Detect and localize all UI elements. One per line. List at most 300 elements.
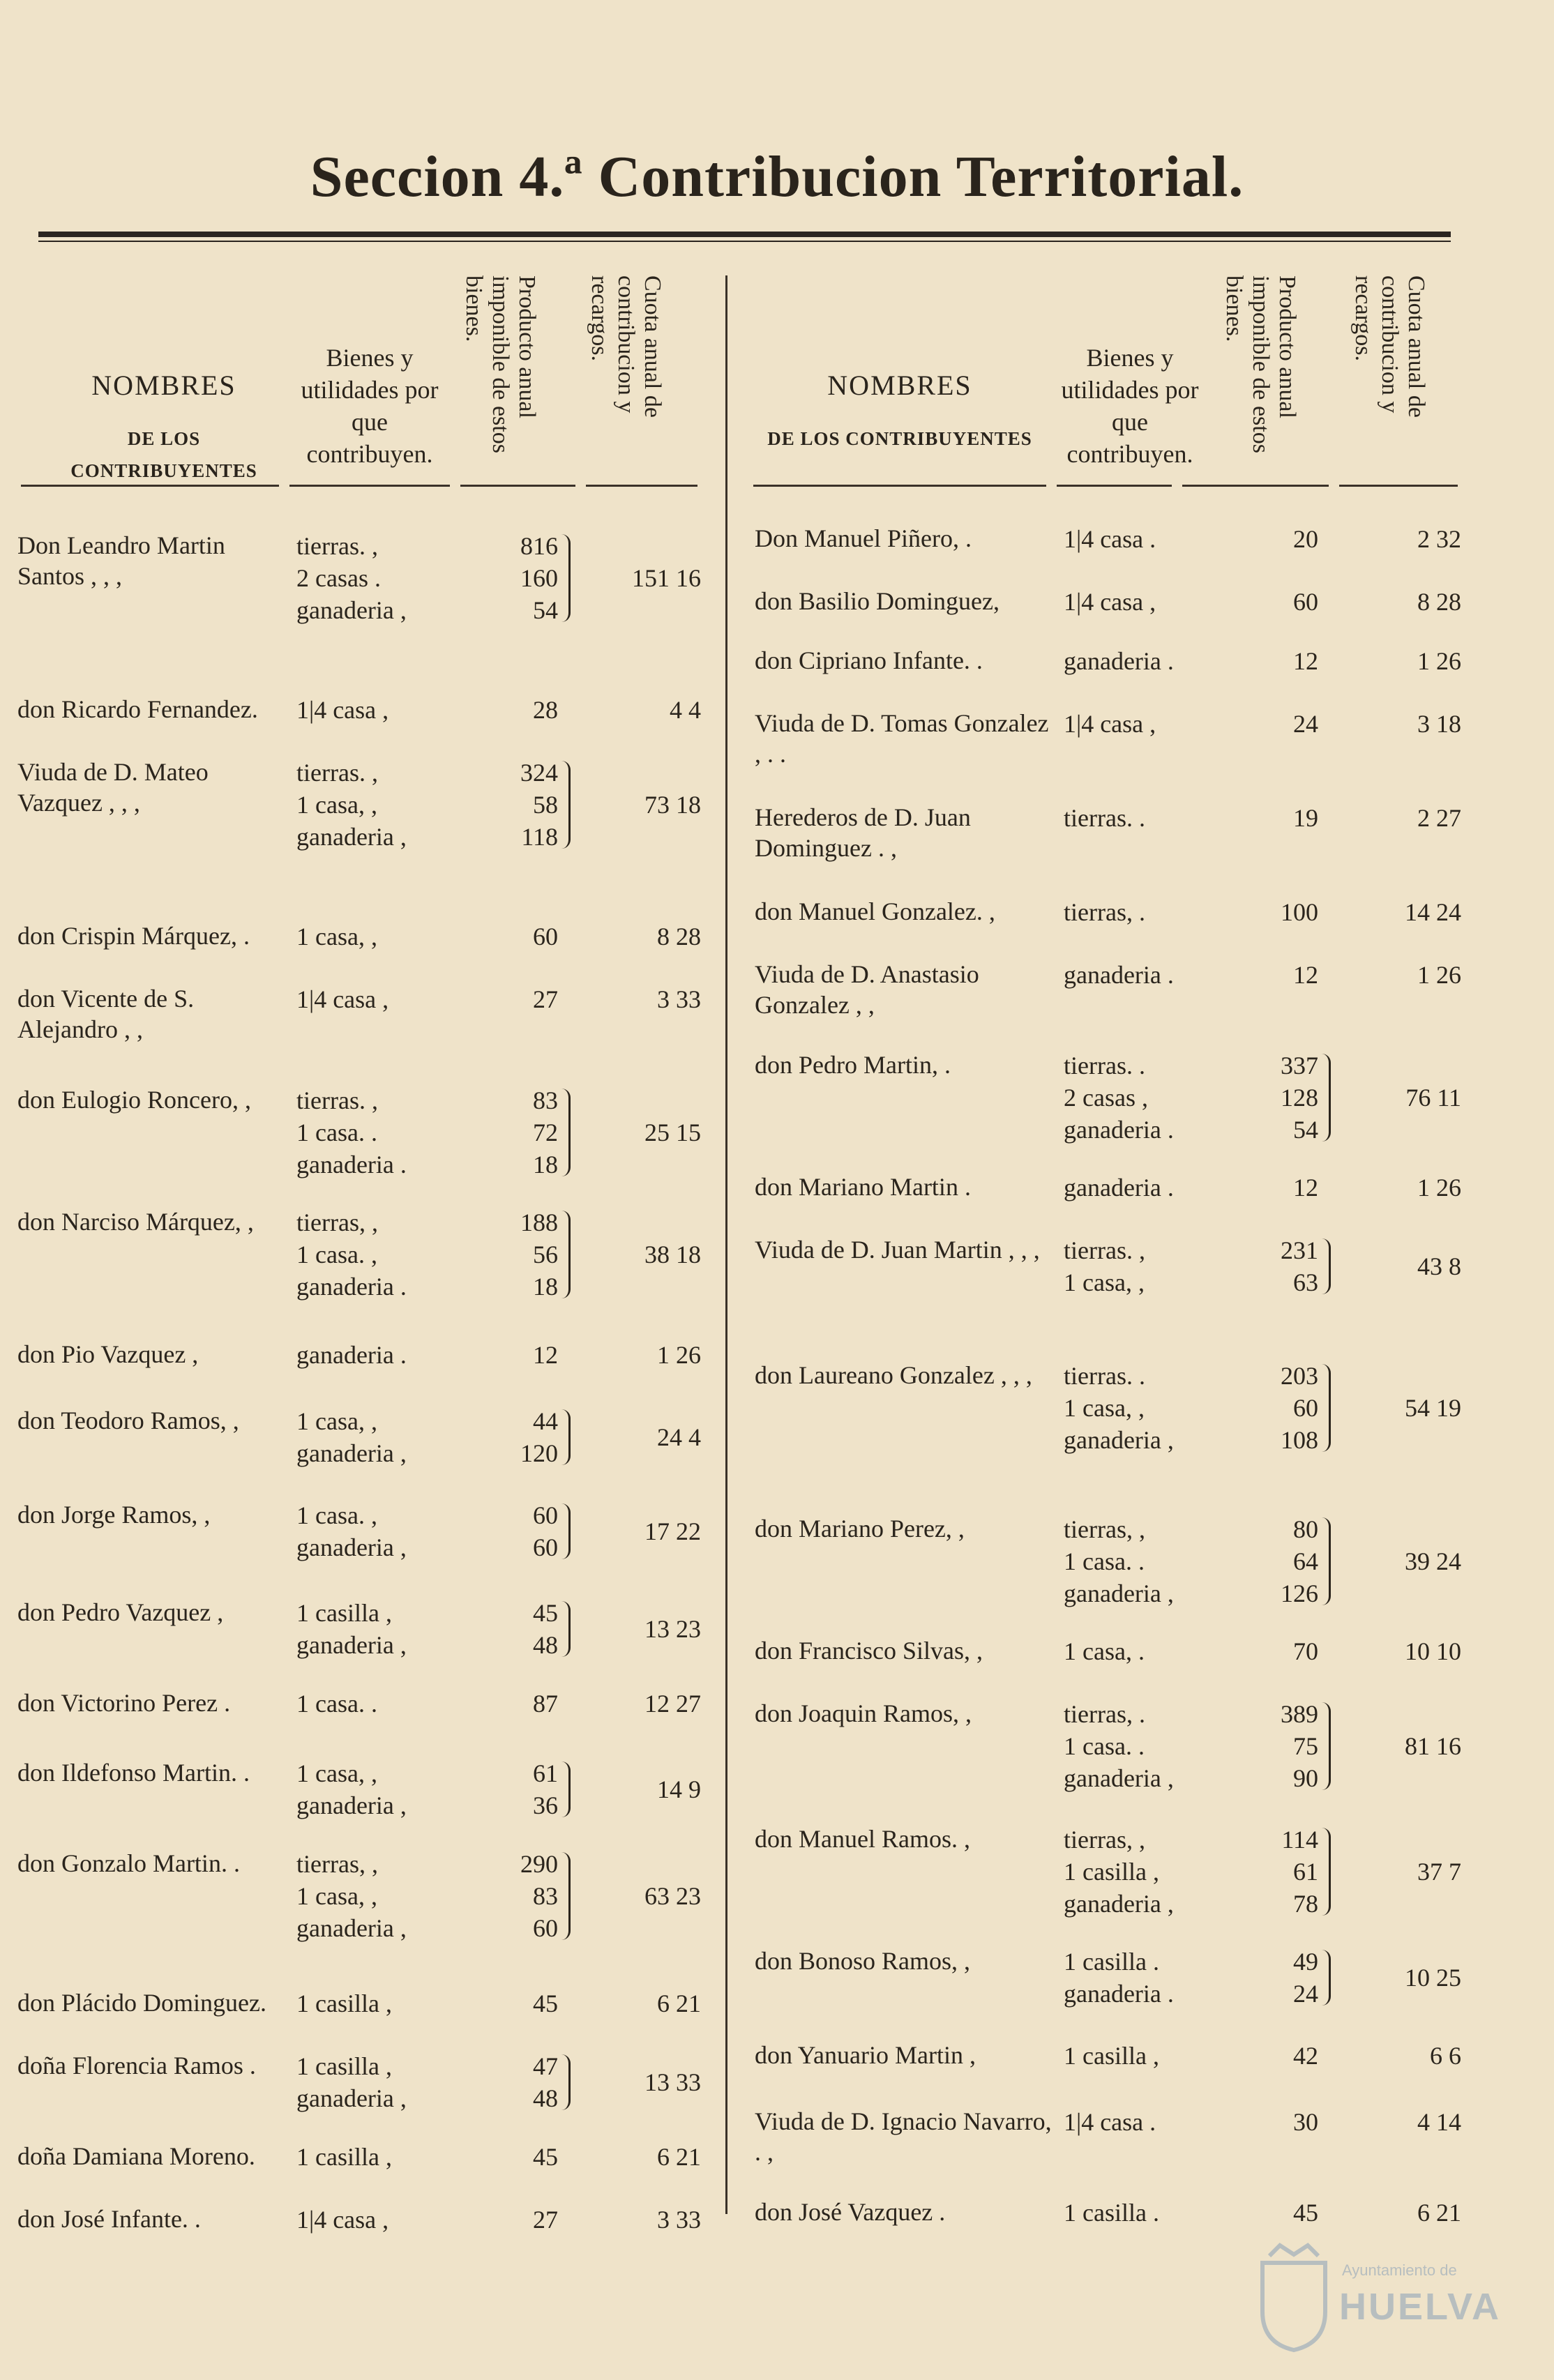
contributor-name: don Ricardo Fernandez. — [17, 695, 258, 723]
property-list — [1064, 1824, 1174, 1920]
property-item: ganaderia , — [1064, 1890, 1174, 1918]
product-value: 18 — [533, 1151, 558, 1178]
product-value: 54 — [533, 596, 558, 624]
property-list — [1064, 2040, 1159, 2072]
product-value: 83 — [533, 1086, 558, 1114]
property-list — [1064, 1360, 1174, 1456]
property-list — [1064, 1513, 1174, 1609]
header-contribuyentes-label: DE LOS CONTRIBUYENTES — [70, 428, 257, 481]
contributor-name: don Plácido Dominguez. — [17, 1989, 266, 2017]
header-underline — [1182, 485, 1329, 487]
property-list — [1064, 586, 1156, 618]
property-item: tierras. . — [1064, 1362, 1145, 1390]
property-item: tierras, . — [1064, 1700, 1145, 1728]
property-item: tierras. , — [1064, 1236, 1145, 1264]
cuota-value: 43 8 — [1417, 1252, 1461, 1280]
cuota-value: 4 14 — [1417, 2108, 1461, 2136]
grouping-brace — [561, 1601, 571, 1657]
product-values — [1242, 1172, 1318, 1204]
product-value: 42 — [1293, 2042, 1318, 2070]
grouping-brace — [1322, 1054, 1331, 1142]
contributor-name: don Pio Vazquez , — [17, 1340, 199, 1368]
product-value: 27 — [533, 985, 558, 1013]
product-values — [1242, 523, 1318, 555]
header-cuota-left: Cuota anual de contribucion y recargos. — [587, 275, 665, 418]
contributor-name: don Narciso Márquez, , — [17, 1208, 254, 1236]
cuota-value: 8 28 — [657, 923, 701, 950]
property-item: ganaderia , — [1064, 1426, 1174, 1454]
cuota-value: 6 6 — [1430, 2042, 1461, 2070]
page-title: Seccion 4.ª Contribucion Territorial. — [310, 144, 1244, 209]
grouping-brace — [1322, 1364, 1331, 1452]
product-values — [481, 1848, 558, 1944]
product-values — [1242, 2197, 1318, 2229]
property-item: 1 casilla , — [296, 2143, 392, 2171]
property-item: ganaderia . — [1064, 961, 1174, 989]
property-item: ganaderia , — [296, 1791, 407, 1819]
product-value: 290 — [520, 1850, 558, 1878]
product-values — [481, 1597, 558, 1661]
product-value: 20 — [1293, 525, 1318, 553]
header-underline — [460, 485, 575, 487]
header-underline — [1339, 485, 1458, 487]
header-nombres-right — [753, 370, 1046, 455]
property-list — [296, 2141, 392, 2173]
product-value: 12 — [1293, 961, 1318, 989]
contributor-name: don Bonoso Ramos, , — [755, 1947, 971, 1975]
product-value: 48 — [533, 1631, 558, 1659]
property-item: tierras, , — [296, 1850, 378, 1878]
cuota-value: 6 21 — [657, 1989, 701, 2017]
property-list — [296, 1688, 377, 1720]
product-value: 28 — [533, 696, 558, 724]
header-bienes-left: Bienes y utilidades por que contribuyen. — [301, 344, 439, 468]
product-value: 60 — [533, 923, 558, 950]
cuota-value: 8 28 — [1417, 588, 1461, 616]
product-values — [481, 530, 558, 626]
product-value: 120 — [520, 1439, 558, 1467]
product-values — [481, 1499, 558, 1563]
property-list — [1064, 896, 1145, 928]
property-item: ganaderia , — [296, 1631, 407, 1659]
product-value: 19 — [1293, 804, 1318, 832]
product-value: 72 — [533, 1119, 558, 1146]
product-value: 118 — [521, 823, 558, 851]
product-value: 126 — [1281, 1579, 1318, 1607]
property-item: ganaderia , — [1064, 1764, 1174, 1792]
product-values — [1242, 802, 1318, 834]
product-value: 61 — [533, 1759, 558, 1787]
cuota-value: 24 4 — [657, 1423, 701, 1451]
product-values — [1242, 1824, 1318, 1920]
contributor-name: don José Infante. . — [17, 2205, 201, 2233]
product-values — [481, 1757, 558, 1821]
product-values — [1242, 1698, 1318, 1794]
watermark-small-text: Ayuntamiento de — [1342, 2261, 1457, 2279]
product-value: 188 — [520, 1208, 558, 1236]
grouping-brace — [561, 2054, 571, 2110]
property-list — [1064, 1172, 1174, 1204]
header-underline — [753, 485, 1046, 487]
property-list — [1064, 2197, 1159, 2229]
product-value: 100 — [1281, 898, 1318, 926]
property-item: 1|4 casa . — [1064, 525, 1156, 553]
product-values — [1242, 1946, 1318, 2010]
product-value: 60 — [1293, 1394, 1318, 1422]
product-values — [1242, 586, 1318, 618]
product-values — [481, 757, 558, 853]
property-item: tierras. , — [296, 532, 378, 560]
property-item: tierras. , — [296, 759, 378, 787]
property-item: 1|4 casa . — [1064, 2108, 1156, 2136]
product-value: 36 — [533, 1791, 558, 1819]
property-list — [1064, 959, 1174, 991]
product-value: 27 — [533, 2206, 558, 2234]
property-item: ganaderia , — [296, 1914, 407, 1942]
property-item: 1 casa, , — [1064, 1394, 1145, 1422]
grouping-brace — [1322, 1828, 1331, 1916]
product-value: 24 — [1293, 710, 1318, 738]
property-list — [1064, 1698, 1174, 1794]
contributor-name: don Pedro Martin, . — [755, 1051, 951, 1079]
cuota-value: 81 16 — [1405, 1732, 1461, 1760]
grouping-brace — [561, 761, 571, 849]
product-values — [481, 983, 558, 1015]
product-values — [1242, 645, 1318, 677]
contributor-name: Herederos de D. Juan Dominguez . , — [755, 803, 971, 862]
property-list — [296, 2204, 388, 2236]
header-nombres-label: NOMBRES — [91, 370, 236, 401]
product-value: 12 — [533, 1341, 558, 1369]
property-list — [296, 1987, 392, 2019]
property-list — [296, 920, 377, 953]
contributor-name: Viuda de D. Ignacio Navarro, . , — [755, 2107, 1052, 2166]
product-value: 12 — [1293, 647, 1318, 675]
product-value: 80 — [1293, 1515, 1318, 1543]
property-item: 1|4 casa , — [296, 696, 389, 724]
header-nombres-left — [49, 370, 279, 487]
property-list — [296, 1206, 407, 1303]
contributor-name: Don Manuel Piñero, . — [755, 524, 972, 552]
huelva-watermark — [1255, 2242, 1521, 2360]
product-values — [1242, 708, 1318, 740]
cuota-value: 151 16 — [632, 564, 701, 592]
cuota-value: 13 33 — [644, 2068, 701, 2096]
property-item: 1 casa, , — [296, 791, 377, 819]
cuota-value: 1 26 — [657, 1341, 701, 1369]
contributor-name: don Eulogio Roncero, , — [17, 1086, 251, 1114]
product-value: 83 — [533, 1882, 558, 1910]
contributor-name: don Vicente de S. Alejandro , , — [17, 985, 195, 1043]
contributor-name: don Manuel Gonzalez. , — [755, 897, 995, 925]
property-list — [1064, 802, 1145, 834]
contributor-name: don Pedro Vazquez , — [17, 1598, 224, 1626]
property-list — [1064, 1234, 1145, 1298]
contributor-name: Viuda de D. Tomas Gonzalez , . . — [755, 709, 1049, 768]
product-value: 160 — [520, 564, 558, 592]
property-list — [296, 1339, 407, 1371]
product-value: 87 — [533, 1690, 558, 1718]
property-item: ganaderia , — [296, 596, 407, 624]
contributor-name: doña Damiana Moreno. — [17, 2142, 255, 2170]
grouping-brace — [1322, 1238, 1331, 1294]
property-list — [296, 983, 388, 1015]
contributor-name: Viuda de D. Anastasio Gonzalez , , — [755, 960, 979, 1019]
property-item: tierras, , — [1064, 1826, 1145, 1854]
product-value: 231 — [1281, 1236, 1318, 1264]
property-item: 1 casa, , — [296, 923, 377, 950]
product-values — [481, 1688, 558, 1720]
header-bienes-right: Bienes y utilidades por que contribuyen. — [1061, 344, 1199, 468]
product-value: 49 — [1293, 1948, 1318, 1976]
product-values — [481, 1405, 558, 1469]
cuota-value: 4 4 — [670, 696, 701, 724]
property-item: tierras. . — [1064, 804, 1145, 832]
product-value: 30 — [1293, 2108, 1318, 2136]
property-item: 1 casa, . — [1064, 1637, 1145, 1665]
contributor-name: don Crispin Márquez, . — [17, 922, 250, 950]
contributor-name: don Mariano Perez, , — [755, 1515, 965, 1543]
header-underline — [21, 485, 279, 487]
header-cuota-right: Cuota anual de contribucion y recargos. — [1350, 275, 1429, 418]
product-value: 12 — [1293, 1174, 1318, 1202]
cuota-value: 1 26 — [1417, 1174, 1461, 1202]
property-list — [1064, 645, 1174, 677]
cuota-value: 38 18 — [644, 1241, 701, 1268]
cuota-value: 37 7 — [1417, 1858, 1461, 1886]
cuota-value: 10 25 — [1405, 1964, 1461, 1992]
product-values — [481, 1206, 558, 1303]
grouping-brace — [1322, 1950, 1331, 2006]
cuota-value: 14 9 — [657, 1775, 701, 1803]
property-item: 2 casas . — [296, 564, 381, 592]
property-item: 1|4 casa , — [296, 985, 389, 1013]
property-item: 1 casa. , — [296, 1501, 377, 1529]
cuota-value: 2 27 — [1417, 804, 1461, 832]
product-value: 114 — [1281, 1826, 1318, 1854]
cuota-value: 1 26 — [1417, 647, 1461, 675]
product-value: 48 — [533, 2084, 558, 2112]
cuota-value: 10 10 — [1405, 1637, 1461, 1665]
product-value: 60 — [1293, 588, 1318, 616]
contributor-name: don Jorge Ramos, , — [17, 1501, 211, 1529]
property-list — [296, 757, 407, 853]
product-value: 324 — [520, 759, 558, 787]
property-item: ganaderia . — [296, 1341, 407, 1369]
contributor-name: don Victorino Perez . — [17, 1689, 231, 1717]
cuota-value: 73 18 — [644, 791, 701, 819]
grouping-brace — [561, 534, 571, 622]
product-value: 78 — [1293, 1890, 1318, 1918]
property-list — [1064, 523, 1156, 555]
property-list — [296, 2050, 407, 2114]
coat-of-arms-icon — [1255, 2242, 1332, 2354]
property-list — [296, 1597, 407, 1661]
product-value: 60 — [533, 1501, 558, 1529]
property-item: 1 casa, , — [296, 1407, 377, 1435]
cuota-value: 17 22 — [644, 1517, 701, 1545]
property-item: ganaderia , — [296, 1533, 407, 1561]
contributor-name: don Yanuario Martin , — [755, 2041, 976, 2069]
product-values — [481, 694, 558, 726]
product-values — [481, 2141, 558, 2173]
property-item: tierras, , — [1064, 1515, 1145, 1543]
cuota-value: 54 19 — [1405, 1394, 1461, 1422]
column-divider — [725, 275, 727, 2214]
product-values — [1242, 1234, 1318, 1298]
grouping-brace — [1322, 1517, 1331, 1605]
product-value: 60 — [533, 1914, 558, 1942]
contributor-name: don Teodoro Ramos, , — [17, 1407, 239, 1434]
product-value: 108 — [1281, 1426, 1318, 1454]
property-item: ganaderia , — [1064, 1579, 1174, 1607]
product-value: 18 — [533, 1273, 558, 1301]
property-item: tierras, , — [296, 1208, 378, 1236]
product-value: 56 — [533, 1241, 558, 1268]
property-item: 1 casilla , — [296, 1989, 392, 2017]
property-item: ganaderia . — [1064, 1116, 1174, 1144]
product-values — [1242, 896, 1318, 928]
grouping-brace — [1322, 1702, 1331, 1790]
property-list — [1064, 2106, 1156, 2138]
property-list — [296, 1084, 407, 1181]
product-value: 75 — [1293, 1732, 1318, 1760]
property-item: 1 casilla , — [1064, 1858, 1159, 1886]
watermark-big-text: HUELVA — [1339, 2286, 1501, 2328]
header-underline — [586, 485, 697, 487]
product-values — [481, 1084, 558, 1181]
cuota-value: 39 24 — [1405, 1547, 1461, 1575]
product-values — [481, 1987, 558, 2019]
cuota-value: 6 21 — [1417, 2199, 1461, 2227]
property-item: 1 casa, , — [296, 1759, 377, 1787]
product-values — [481, 2050, 558, 2114]
property-item: 1 casilla , — [296, 1599, 392, 1627]
product-value: 45 — [533, 1599, 558, 1627]
cuota-value: 2 32 — [1417, 525, 1461, 553]
property-item: ganaderia . — [296, 1151, 407, 1178]
property-item: 1 casa, , — [1064, 1268, 1145, 1296]
cuota-value: 6 21 — [657, 2143, 701, 2171]
grouping-brace — [561, 1852, 571, 1940]
property-item: 1 casa. . — [296, 1690, 377, 1718]
product-value: 203 — [1281, 1362, 1318, 1390]
product-value: 47 — [533, 2052, 558, 2080]
product-values — [1242, 1513, 1318, 1609]
property-list — [1064, 1635, 1145, 1667]
cuota-value: 14 24 — [1405, 898, 1461, 926]
property-item: tierras. . — [1064, 1052, 1145, 1079]
header-nombres-label: NOMBRES — [827, 370, 972, 401]
property-item: ganaderia , — [296, 1439, 407, 1467]
property-list — [296, 694, 388, 726]
product-value: 44 — [533, 1407, 558, 1435]
property-list — [296, 530, 407, 626]
product-values — [481, 1339, 558, 1371]
property-list — [296, 1499, 407, 1563]
product-values — [1242, 1360, 1318, 1456]
contributor-name: don Gonzalo Martin. . — [17, 1849, 240, 1877]
property-item: 1 casilla , — [1064, 2042, 1159, 2070]
property-item: 1 casa. . — [1064, 1732, 1145, 1760]
property-item: tierras, . — [1064, 898, 1145, 926]
contributor-name: don Ildefonso Martin. . — [17, 1759, 250, 1787]
grouping-brace — [561, 1089, 571, 1176]
contributor-name: don Manuel Ramos. , — [755, 1825, 970, 1853]
cuota-value: 13 23 — [644, 1615, 701, 1643]
contributor-name: don José Vazquez . — [755, 2198, 946, 2226]
cuota-value: 3 33 — [657, 2206, 701, 2234]
header-underline — [1057, 485, 1172, 487]
product-values — [1242, 2040, 1318, 2072]
property-item: 1 casa. . — [1064, 1547, 1145, 1575]
product-value: 64 — [1293, 1547, 1318, 1575]
property-item: ganaderia . — [1064, 647, 1174, 675]
property-item: ganaderia . — [1064, 1980, 1174, 2008]
property-list — [1064, 708, 1156, 740]
product-value: 54 — [1293, 1116, 1318, 1144]
property-item: 1|4 casa , — [1064, 588, 1156, 616]
product-value: 90 — [1293, 1764, 1318, 1792]
property-item: 1 casilla . — [1064, 2199, 1159, 2227]
title-rule — [38, 232, 1451, 237]
property-item: 1 casa. . — [296, 1119, 377, 1146]
product-values — [481, 920, 558, 953]
title-rule-thin — [38, 241, 1451, 242]
product-value: 24 — [1293, 1980, 1318, 2008]
header-contribuyentes-label: DE LOS CONTRIBUYENTES — [767, 428, 1032, 449]
contributor-name: don Laureano Gonzalez , , , — [755, 1361, 1032, 1389]
contributor-name: don Mariano Martin . — [755, 1173, 971, 1201]
product-values — [1242, 1635, 1318, 1667]
cuota-value: 12 27 — [644, 1690, 701, 1718]
product-value: 60 — [533, 1533, 558, 1561]
property-list — [1064, 1049, 1174, 1146]
property-item: ganaderia . — [296, 1273, 407, 1301]
property-item: ganaderia , — [296, 823, 407, 851]
header-underline — [289, 485, 450, 487]
property-item: 1 casilla . — [1064, 1948, 1159, 1976]
header-producto-right: Producto anual imponible de estos bienes. — [1221, 275, 1300, 453]
grouping-brace — [561, 1503, 571, 1559]
property-item: 2 casas , — [1064, 1084, 1148, 1112]
product-values — [481, 2204, 558, 2236]
product-value: 45 — [533, 1989, 558, 2017]
cuota-value: 1 26 — [1417, 961, 1461, 989]
grouping-brace — [561, 1211, 571, 1298]
property-item: 1 casilla , — [296, 2052, 392, 2080]
contributor-name: don Joaquin Ramos, , — [755, 1699, 972, 1727]
property-item: 1|4 casa , — [296, 2206, 389, 2234]
contributor-name: don Basilio Dominguez, — [755, 587, 999, 615]
product-value: 58 — [533, 791, 558, 819]
cuota-value: 3 18 — [1417, 710, 1461, 738]
contributor-name: don Cipriano Infante. . — [755, 646, 983, 674]
header-producto-left: Producto anual imponible de estos bienes. — [461, 275, 540, 453]
product-value: 61 — [1293, 1858, 1318, 1886]
property-list — [296, 1757, 407, 1821]
contributor-name: Viuda de D. Juan Martin , , , — [755, 1236, 1040, 1264]
contributor-name: doña Florencia Ramos . — [17, 2052, 256, 2079]
grouping-brace — [561, 1761, 571, 1817]
product-value: 816 — [520, 532, 558, 560]
property-item: ganaderia . — [1064, 1174, 1174, 1202]
property-item: 1|4 casa , — [1064, 710, 1156, 738]
product-value: 45 — [533, 2143, 558, 2171]
property-list — [1064, 1946, 1174, 2010]
product-value: 70 — [1293, 1637, 1318, 1665]
property-item: ganaderia , — [296, 2084, 407, 2112]
